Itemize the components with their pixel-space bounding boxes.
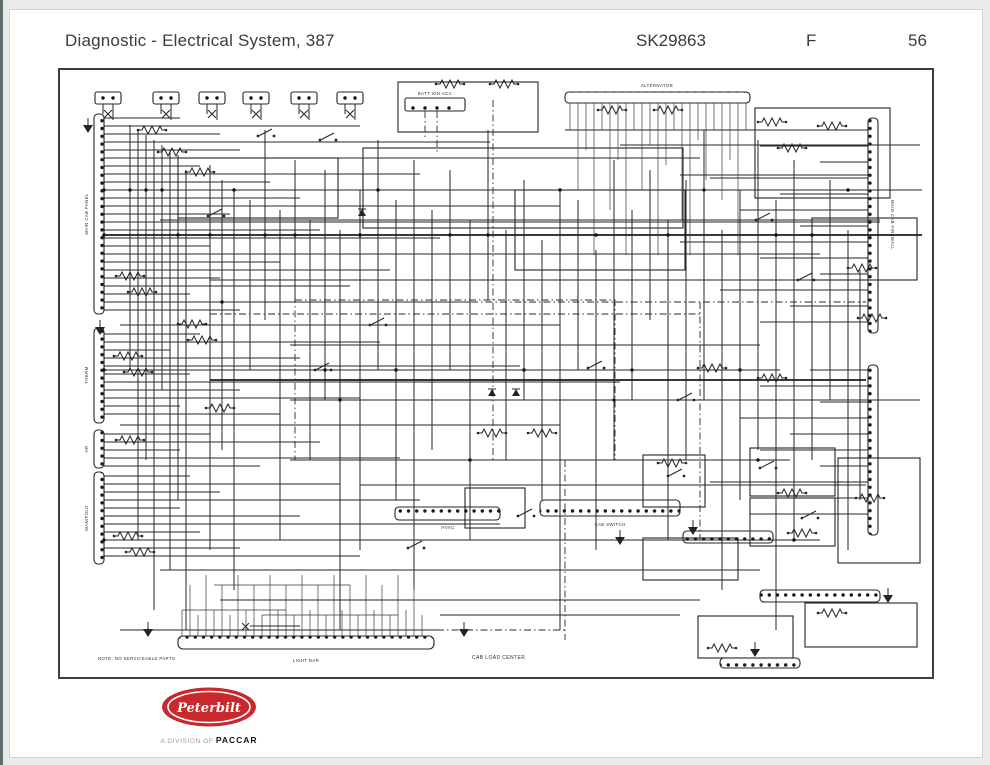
schematic-frame: [58, 68, 934, 679]
left-bus-strips: [84, 114, 104, 564]
light-bar-label: LIGHT BAR: [292, 658, 320, 663]
revision-letter: F: [806, 31, 817, 50]
manual-page: [9, 9, 983, 758]
cab-switch-strip: [540, 500, 680, 527]
right-bus-label-main-cab-firewall: MAIN CAB FIREWALL: [890, 199, 895, 251]
left-edge-bar: [0, 0, 3, 765]
cab-switch-label: CAB SWITCH: [594, 522, 626, 527]
switch-symbols: [207, 129, 820, 549]
wires-left-fan: [104, 118, 920, 556]
paccar-tagline: [151, 735, 267, 745]
peterbilt-wordmark: Peterbilt: [177, 701, 241, 716]
peterbilt-logo: [151, 686, 267, 745]
alternator-strip: [565, 83, 750, 255]
left-bus-label-hr: HR: [84, 445, 89, 453]
right-bus-strips: [868, 118, 895, 535]
page-title: Diagnostic - Electrical System, 387: [65, 31, 335, 50]
left-bus-label-manifold: MANIFOLD: [84, 505, 89, 531]
tagline-company: PACCAR: [215, 735, 258, 745]
key-switch: [405, 91, 465, 154]
hvac-label: HVAC: [441, 525, 455, 530]
alternator-label: ALTERNATOR: [640, 83, 674, 88]
doc-code: SK29863: [636, 31, 706, 50]
peterbilt-oval: [159, 686, 259, 728]
top-connector-plugs: [95, 92, 363, 120]
note-label: NOTE: NO SERVICEABLE PARTS: [98, 656, 176, 661]
wires-right-fan: [680, 130, 868, 514]
wires-vertical-trunks: [130, 125, 860, 630]
key-switch-label: BATT IGN ACC: [417, 91, 453, 96]
left-bus-label-main-cab-panel: MAIN CAB PANEL: [84, 193, 89, 235]
page-number: 56: [908, 31, 927, 50]
left-bus-label-therm: THERM: [84, 366, 89, 384]
light-bar-strip: [178, 575, 434, 663]
wiring-schematic: [60, 70, 930, 675]
cab-load-center-label: CAB LOAD CENTER: [472, 655, 526, 661]
hvac-strip: [395, 507, 500, 530]
tagline-prefix: A DIVISION OF: [160, 738, 214, 745]
